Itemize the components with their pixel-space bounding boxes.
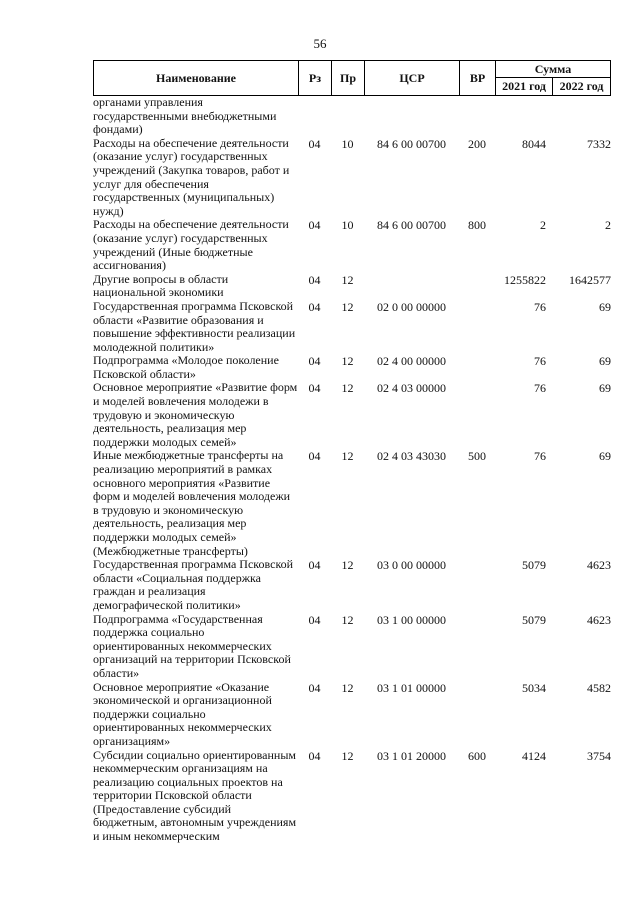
row-sum-2022: 69: [599, 354, 611, 369]
header-rz: Рз: [299, 61, 332, 95]
row-rz: 04: [308, 680, 321, 695]
row-name: Иные межбюджетные трансферты на реализацию мероприятий в рамках основного мероприятия «Развитие форм и моделей вовлечения молодежи в трудовую и экономическую деятельность, реализация мер поддержки молодых семей» (Межбюджетные трансферты): [93, 448, 291, 558]
row-rz: 04: [308, 299, 321, 314]
header-name: Наименование: [94, 61, 299, 95]
table-row: [93, 381, 613, 449]
header-sum: Сумма: [496, 61, 610, 78]
row-rz: 04: [308, 381, 321, 396]
row-sum-2022: 69: [599, 381, 611, 396]
row-sum-2021: 1255822: [504, 272, 546, 287]
row-csr: 02 4 00 00000: [377, 354, 446, 369]
row-rz: 04: [308, 748, 321, 763]
row-vr: [459, 558, 495, 612]
row-sum-2022: 69: [599, 449, 611, 464]
row-sum-2021: 2: [540, 218, 546, 233]
row-vr: 500: [468, 449, 486, 464]
row-name: Основное мероприятие «Оказание экономической и организационной поддержки социально ориентированных некоммерческих организациям»: [93, 679, 272, 748]
row-pr: 12: [341, 680, 354, 695]
row-csr: 03 1 01 00000: [377, 680, 446, 695]
row-vr: [459, 681, 495, 749]
row-sum-2021: 76: [534, 381, 546, 396]
row-vr: [459, 354, 495, 381]
row-csr: 02 4 03 43030: [377, 449, 446, 464]
table-row: [93, 449, 613, 558]
row-vr: [459, 273, 495, 300]
table-row: [93, 96, 613, 137]
row-rz: [298, 96, 331, 137]
row-vr: 800: [468, 218, 486, 233]
row-sum-2022: 3754: [587, 748, 611, 763]
row-sum-2022: 4582: [587, 680, 611, 695]
row-rz: 04: [308, 354, 321, 369]
row-sum-2022: 69: [599, 299, 611, 314]
row-sum-2022: 4623: [587, 558, 611, 573]
row-pr: 10: [341, 218, 354, 233]
row-sum-2021: 5034: [522, 680, 546, 695]
row-name: Расходы на обеспечение деятельности (оказание услуг) государственных учреждений (Иные бюджетные ассигнования): [93, 217, 289, 273]
table-row: [93, 681, 613, 749]
row-vr: [459, 613, 495, 681]
row-rz: 04: [308, 558, 321, 573]
table-row: [93, 218, 613, 272]
row-name: Другие вопросы в области национальной экономики: [93, 271, 229, 300]
row-name: Подпрограмма «Государственная поддержка социально ориентированных некоммерческих организаций на территории Псковской области»: [93, 611, 291, 680]
row-name: Субсидии социально ориентированным некоммерческим организациям на реализацию социальных проектов на территории Псковской области (Предоставление субсидий бюджетным, автономным учреждениям и иным некоммерческим: [93, 747, 297, 844]
row-vr: [459, 381, 495, 449]
row-pr: 12: [341, 381, 354, 396]
table-row: [93, 354, 613, 381]
row-pr: 12: [341, 558, 354, 573]
row-vr: [459, 96, 495, 137]
row-csr: 03 0 00 00000: [377, 558, 446, 573]
row-sum-2022: 4623: [587, 612, 611, 627]
row-name: Государственная программа Псковской области «Социальная поддержка граждан и реализация демографической политики»: [93, 557, 294, 612]
table-row: [93, 300, 613, 354]
row-rz: 04: [308, 136, 321, 151]
row-pr: 12: [341, 449, 354, 464]
table-row: [93, 273, 613, 300]
row-name: Основное мероприятие «Развитие форм и моделей вовлечения молодежи в трудовую и экономическую деятельность, реализация мер поддержки молодых семей»: [93, 380, 298, 449]
page-number: 56: [313, 36, 327, 51]
table-row: [93, 749, 613, 844]
header-vr: ВР: [460, 61, 496, 95]
row-pr: 12: [341, 748, 354, 763]
row-csr: [364, 96, 459, 137]
row-sum-2021: 5079: [522, 612, 546, 627]
row-sum-2021: 76: [534, 354, 546, 369]
row-csr: 84 6 00 00700: [377, 136, 446, 151]
row-vr: 600: [468, 748, 486, 763]
row-csr: 02 4 03 00000: [377, 381, 446, 396]
row-pr: 10: [341, 136, 354, 151]
row-csr: 02 0 00 00000: [377, 299, 446, 314]
row-pr: 12: [341, 299, 354, 314]
row-csr: 84 6 00 00700: [377, 218, 446, 233]
row-pr: [331, 96, 364, 137]
row-sum-2021: 76: [534, 299, 546, 314]
row-rz: 04: [308, 449, 321, 464]
row-sum-2021: [495, 96, 552, 137]
row-name: органами управления государственными внебюджетными фондами): [93, 95, 277, 137]
table-row: [93, 613, 613, 681]
table-row: [93, 137, 613, 219]
row-sum-2021: 5079: [522, 558, 546, 573]
header-year-2022: 2022 год: [559, 79, 604, 93]
row-name: Подпрограмма «Молодое поколение Псковской области»: [93, 353, 279, 381]
row-sum-2022: 2: [605, 218, 611, 233]
row-rz: 04: [308, 272, 321, 287]
row-sum-2021: 8044: [522, 136, 546, 151]
row-csr: [364, 273, 459, 300]
row-csr: 03 1 00 00000: [377, 612, 446, 627]
table-body: [93, 96, 613, 844]
header-year-2021: 2021 год: [496, 78, 553, 95]
table-row: [93, 558, 613, 612]
row-sum-2022: 7332: [587, 136, 611, 151]
row-csr: 03 1 01 20000: [377, 748, 446, 763]
header-csr: ЦСР: [365, 61, 460, 95]
row-sum-2021: 4124: [522, 748, 546, 763]
header-pr: Пр: [332, 61, 365, 95]
row-name: Государственная программа Псковской области «Развитие образования и повышение эффективности реализации молодежной политики»: [93, 298, 296, 354]
row-name: Расходы на обеспечение деятельности (оказание услуг) государственных учреждений (Закупка товаров, работ и услуг для обеспечения государственных (муниципальных) нужд): [93, 135, 290, 218]
row-pr: 12: [341, 612, 354, 627]
row-sum-2021: 76: [534, 449, 546, 464]
row-vr: 200: [468, 136, 486, 151]
row-vr: [459, 300, 495, 354]
row-sum-2022: 1642577: [569, 272, 611, 287]
row-sum-2022: [552, 96, 611, 137]
row-rz: 04: [308, 612, 321, 627]
row-rz: 04: [308, 218, 321, 233]
row-pr: 12: [341, 354, 354, 369]
row-pr: 12: [341, 272, 354, 287]
table-header: [93, 60, 611, 96]
